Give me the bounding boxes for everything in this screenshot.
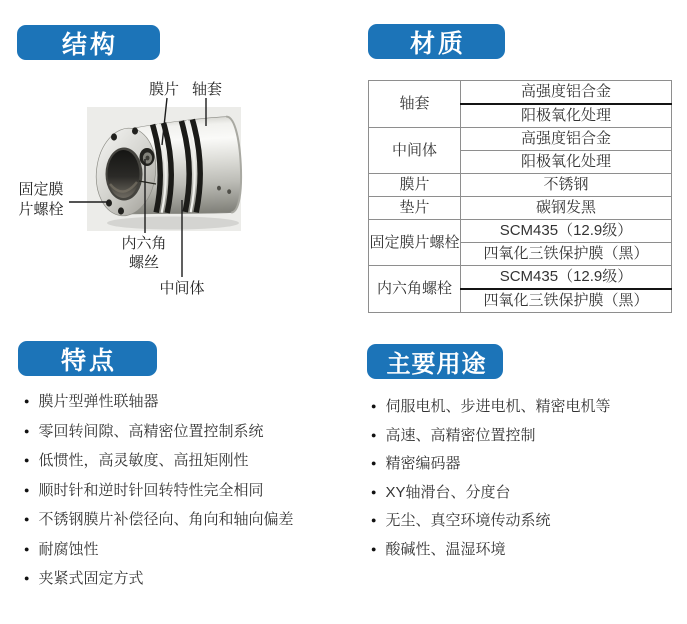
bolt-hole bbox=[132, 127, 138, 134]
structure-badge bbox=[17, 25, 160, 60]
list-item bbox=[24, 571, 293, 587]
material-part-cell: 轴套 bbox=[369, 81, 461, 128]
material-value-cell: 不锈钢 bbox=[461, 174, 672, 197]
feature-text: 低惯性，高灵敏度、高扭矩刚性 bbox=[38, 452, 249, 469]
material-part-cell: 内六角螺栓 bbox=[369, 266, 461, 313]
material-value-cell: 阳极氧化处理 bbox=[461, 151, 672, 174]
material-value-cell: 高强度铝合金 bbox=[461, 128, 672, 151]
applications-list bbox=[371, 399, 610, 570]
bolt-hole bbox=[111, 133, 117, 140]
feature-text: 零回转间隙、高精密位置控制系统 bbox=[38, 422, 264, 440]
list-item bbox=[371, 399, 610, 415]
list-item bbox=[371, 428, 610, 444]
material-part-cell: 垫片 bbox=[369, 197, 461, 220]
material-part-cell: 中间体 bbox=[369, 128, 461, 174]
bullet-icon: ● bbox=[371, 515, 377, 525]
features-list bbox=[24, 394, 293, 601]
bullet-icon: ● bbox=[24, 484, 30, 495]
list-item bbox=[24, 453, 293, 469]
feature-text: 耐腐蚀性 bbox=[38, 540, 99, 558]
table-row bbox=[369, 128, 672, 151]
materials-table bbox=[368, 80, 672, 313]
feature-text: 膜片型弹性联轴器 bbox=[38, 393, 159, 410]
sleeve-label: 轴套 bbox=[191, 81, 223, 98]
bullet-icon: ● bbox=[371, 486, 377, 497]
bullet-icon: ● bbox=[24, 455, 30, 465]
hex-screw-label-line1: 内六角 bbox=[121, 235, 167, 252]
application-text: 无尘、真空环境传动系统 bbox=[385, 512, 551, 529]
list-item bbox=[24, 394, 293, 410]
applications-title: 主要用途 bbox=[386, 351, 487, 378]
feature-text: 夹紧式固定方式 bbox=[38, 570, 144, 587]
table-row bbox=[369, 197, 672, 220]
list-item bbox=[371, 456, 610, 472]
bullet-icon: ● bbox=[371, 429, 377, 440]
application-text: 伺服电机、步进电机、精密电机等 bbox=[385, 398, 611, 415]
list-item bbox=[371, 485, 610, 501]
structure-title: 结构 bbox=[61, 30, 118, 59]
structure-figure bbox=[8, 72, 338, 302]
applications-badge bbox=[367, 344, 503, 379]
table-row bbox=[369, 266, 672, 290]
fixing-bolt-label-line2: 片螺栓 bbox=[18, 201, 64, 218]
features-title: 特点 bbox=[60, 346, 117, 375]
list-item bbox=[24, 542, 293, 558]
list-item bbox=[24, 483, 293, 499]
bullet-icon: ● bbox=[371, 543, 377, 554]
bullet-icon: ● bbox=[24, 396, 30, 406]
material-value-cell: 四氧化三铁保护膜（黑） bbox=[461, 243, 672, 266]
bullet-icon: ● bbox=[371, 401, 377, 411]
table-row bbox=[369, 81, 672, 105]
feature-text: 顺时针和逆时针回转特性完全相同 bbox=[38, 481, 264, 499]
feature-text: 不锈钢膜片补偿径向、角向和轴向偏差 bbox=[38, 511, 294, 528]
bullet-icon: ● bbox=[24, 425, 30, 436]
materials-title: 材质 bbox=[409, 29, 466, 58]
list-item bbox=[24, 424, 293, 440]
bullet-icon: ● bbox=[371, 458, 377, 468]
coupling-shadow bbox=[107, 217, 239, 230]
table-row bbox=[369, 220, 672, 243]
hex-screw-label-line2: 螺丝 bbox=[128, 254, 160, 271]
material-part-cell: 膜片 bbox=[369, 174, 461, 197]
list-item bbox=[24, 512, 293, 528]
material-value-cell: SCM435（12.9级） bbox=[461, 220, 672, 243]
material-value-cell: 高强度铝合金 bbox=[461, 81, 672, 105]
bolt-hole bbox=[106, 199, 112, 206]
material-value-cell: 阳极氧化处理 bbox=[461, 104, 672, 128]
application-text: XY轴滑台、分度台 bbox=[385, 483, 511, 501]
application-text: 精密编码器 bbox=[385, 455, 461, 472]
material-value-cell: 四氧化三铁保护膜（黑） bbox=[461, 289, 672, 313]
table-row bbox=[369, 174, 672, 197]
list-item bbox=[371, 513, 610, 529]
material-value-cell: SCM435（12.9级） bbox=[461, 266, 672, 290]
application-text: 酸碱性、温湿环境 bbox=[385, 540, 506, 558]
spacer-label: 中间体 bbox=[159, 280, 205, 297]
list-item bbox=[371, 542, 610, 558]
bullet-icon: ● bbox=[24, 573, 30, 583]
materials-badge bbox=[368, 24, 505, 59]
bullet-icon: ● bbox=[24, 543, 30, 554]
hex-socket bbox=[146, 156, 150, 161]
material-part-cell: 固定膜片螺栓 bbox=[369, 220, 461, 266]
material-value-cell: 碳钢发黑 bbox=[461, 197, 672, 220]
diaphragm-label: 膜片 bbox=[148, 81, 180, 98]
bolt-hole bbox=[118, 207, 124, 214]
bullet-icon: ● bbox=[24, 514, 30, 524]
fixing-bolt-label-line1: 固定膜 bbox=[18, 181, 64, 198]
application-text: 高速、高精密位置控制 bbox=[385, 426, 536, 444]
features-badge bbox=[18, 341, 157, 376]
